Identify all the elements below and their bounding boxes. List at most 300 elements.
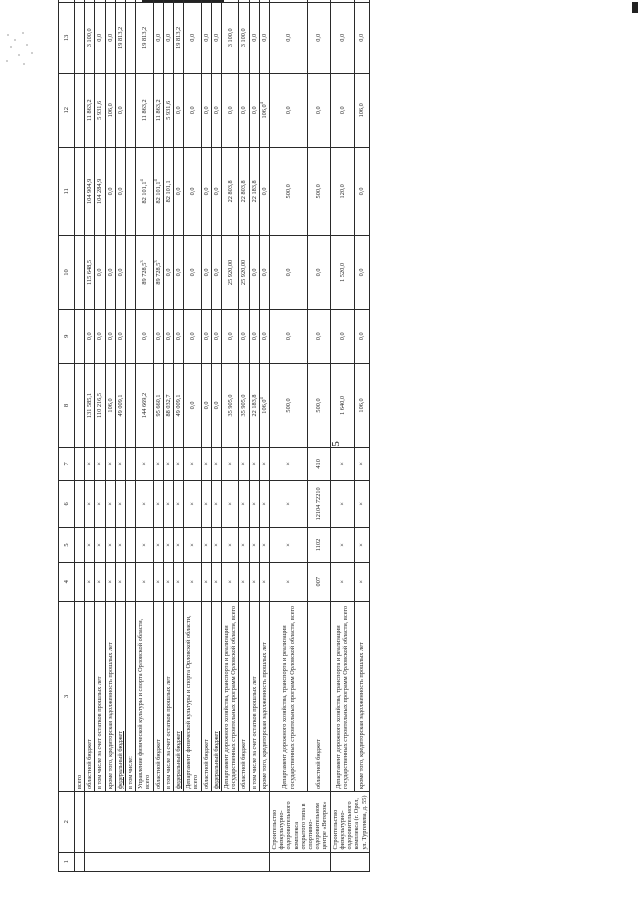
value-cell bbox=[211, 0, 221, 2]
cell-value: 0,0 bbox=[285, 106, 293, 115]
cell-empty bbox=[85, 852, 270, 871]
cell-empty bbox=[75, 528, 85, 563]
cell-value: 0,0 bbox=[212, 187, 220, 196]
cell-value: × bbox=[212, 543, 220, 547]
cell-value: 106,0 bbox=[106, 398, 114, 413]
value-cell bbox=[184, 2, 201, 73]
value-cell bbox=[126, 2, 136, 73]
value-cell bbox=[201, 147, 211, 236]
value-cell bbox=[249, 480, 259, 528]
cell-empty bbox=[75, 363, 85, 447]
column-header: 10 bbox=[59, 236, 75, 310]
budget-table bbox=[58, 0, 370, 872]
value-cell bbox=[308, 0, 330, 2]
value-cell bbox=[211, 363, 221, 447]
cell-value: 0,0 bbox=[315, 332, 323, 341]
scan-noise bbox=[4, 30, 36, 70]
table-row bbox=[259, 0, 269, 872]
value-cell bbox=[174, 2, 184, 73]
cell-empty bbox=[75, 0, 85, 2]
value-cell bbox=[136, 528, 153, 563]
cell-value: 106,0 bbox=[260, 104, 268, 119]
cell-value: × bbox=[175, 543, 183, 547]
cell-value: × bbox=[250, 462, 258, 466]
cell-value: × bbox=[240, 579, 248, 584]
value-cell bbox=[136, 236, 153, 310]
value-cell bbox=[211, 480, 221, 528]
value-cell bbox=[105, 147, 115, 236]
cell-value: 115 648,5 bbox=[86, 259, 94, 285]
value-cell bbox=[95, 74, 105, 148]
column-header: 7 bbox=[59, 448, 75, 480]
cell-value: × bbox=[285, 462, 293, 466]
value-cell bbox=[163, 363, 173, 447]
row-label: областной бюджет bbox=[239, 601, 249, 791]
cell-value: × bbox=[188, 462, 196, 466]
scan-artifact-corner bbox=[632, 2, 638, 13]
column-header: 1 bbox=[59, 852, 75, 871]
value-cell bbox=[184, 480, 201, 528]
cell-value: 106,0 bbox=[358, 103, 366, 118]
row-label: федеральный бюджет bbox=[115, 601, 125, 791]
value-cell bbox=[85, 74, 95, 148]
cell-value: × bbox=[96, 502, 104, 506]
value-cell bbox=[330, 2, 355, 73]
value-cell bbox=[308, 480, 330, 528]
cell-value: × bbox=[212, 579, 220, 584]
value-cell bbox=[355, 448, 369, 480]
value-cell bbox=[239, 480, 249, 528]
value-cell bbox=[270, 74, 308, 148]
value-cell bbox=[222, 363, 239, 447]
value-cell bbox=[308, 562, 330, 601]
cell-value: 11 863,2 bbox=[140, 99, 148, 122]
value-cell bbox=[126, 363, 136, 447]
value-cell bbox=[153, 309, 163, 363]
value-cell bbox=[153, 480, 163, 528]
cell-value: 0,0 bbox=[285, 268, 293, 277]
cell-empty bbox=[75, 792, 85, 853]
cell-value: 007 bbox=[315, 576, 323, 587]
cell-value: 410 bbox=[315, 459, 323, 469]
cell-empty bbox=[75, 480, 85, 528]
value-cell bbox=[163, 74, 173, 148]
cell-value: 0,0 bbox=[175, 268, 183, 277]
value-cell bbox=[184, 448, 201, 480]
value-cell bbox=[126, 448, 136, 480]
value-cell bbox=[184, 0, 201, 2]
cell-value: × bbox=[250, 579, 258, 584]
cell-empty bbox=[75, 2, 85, 73]
value-cell bbox=[136, 0, 153, 2]
value-cell bbox=[222, 0, 239, 2]
value-cell bbox=[308, 528, 330, 563]
cell-value: × bbox=[226, 462, 234, 466]
cell-value: 0,0 bbox=[116, 332, 124, 341]
value-cell bbox=[249, 2, 259, 73]
value-cell bbox=[355, 74, 369, 148]
value-cell bbox=[85, 448, 95, 480]
cell-value: 0,0 bbox=[338, 33, 346, 42]
cell-value: × bbox=[106, 543, 114, 547]
value-cell bbox=[249, 0, 259, 2]
footnote-mark: 4 bbox=[152, 179, 158, 182]
value-cell bbox=[163, 480, 173, 528]
cell-value: 0,0 bbox=[260, 187, 268, 196]
cell-value: 0,0 bbox=[164, 268, 172, 277]
value-cell bbox=[259, 147, 269, 236]
value-cell bbox=[105, 309, 115, 363]
cell-value: × bbox=[116, 462, 124, 466]
cell-value: 0,0 bbox=[285, 332, 293, 341]
cell-value: 0,0 bbox=[116, 106, 124, 115]
column-header: 4 bbox=[59, 562, 75, 601]
column-header: 6 bbox=[59, 480, 75, 528]
value-cell bbox=[239, 309, 249, 363]
cell-value: 25 920,00 bbox=[240, 259, 248, 286]
value-cell bbox=[105, 363, 115, 447]
value-cell bbox=[201, 236, 211, 310]
value-cell bbox=[211, 309, 221, 363]
cell-value: 110 216,5 bbox=[96, 392, 104, 418]
table-row bbox=[126, 0, 136, 872]
column-header: 11 bbox=[59, 147, 75, 236]
value-cell bbox=[184, 528, 201, 563]
value-cell bbox=[201, 448, 211, 480]
row-label: кроме того, кредиторская задолженность прошлых лет bbox=[355, 601, 369, 791]
value-cell bbox=[95, 480, 105, 528]
value-cell bbox=[105, 0, 115, 2]
cell-value: 106,0 bbox=[358, 398, 366, 413]
value-cell bbox=[126, 480, 136, 528]
cell-value: 82 101,1 bbox=[154, 181, 162, 204]
cell-value: 0,0 bbox=[202, 33, 210, 42]
cell-empty bbox=[75, 74, 85, 148]
value-cell bbox=[330, 562, 355, 601]
value-cell bbox=[211, 448, 221, 480]
column-header: 3 bbox=[59, 601, 75, 791]
cell-value: 0,0 bbox=[315, 33, 323, 42]
cell-value: × bbox=[202, 502, 210, 506]
cell-value: 0,0 bbox=[188, 332, 196, 341]
value-cell bbox=[249, 309, 259, 363]
cell-value: 3 100,0 bbox=[240, 28, 248, 48]
cell-value: 0,0 bbox=[358, 187, 366, 196]
row-label: областной бюджет bbox=[153, 601, 163, 791]
value-cell bbox=[355, 309, 369, 363]
cell-value: × bbox=[86, 502, 94, 506]
value-cell bbox=[330, 309, 355, 363]
value-cell bbox=[330, 528, 355, 563]
table-row bbox=[222, 0, 239, 872]
value-cell bbox=[330, 236, 355, 310]
table-row bbox=[239, 0, 249, 872]
row-label: федеральный бюджет bbox=[211, 601, 221, 791]
value-cell bbox=[355, 528, 369, 563]
column-header: 5 bbox=[59, 528, 75, 563]
cell-empty bbox=[75, 236, 85, 310]
row-label: федеральный бюджет bbox=[174, 601, 184, 791]
value-cell bbox=[163, 236, 173, 310]
value-cell bbox=[355, 236, 369, 310]
cell-value: 0,0 bbox=[212, 33, 220, 42]
value-cell bbox=[174, 147, 184, 236]
value-cell bbox=[163, 562, 173, 601]
value-cell bbox=[330, 147, 355, 236]
cell-value: 11 863,2 bbox=[86, 99, 94, 122]
value-cell bbox=[211, 74, 221, 148]
cell-value: 0,0 bbox=[240, 332, 248, 341]
value-cell bbox=[95, 448, 105, 480]
value-cell bbox=[201, 562, 211, 601]
value-cell bbox=[239, 448, 249, 480]
value-cell bbox=[163, 448, 173, 480]
cell-value: × bbox=[260, 579, 268, 584]
value-cell bbox=[259, 309, 269, 363]
cell-value: × bbox=[116, 543, 124, 547]
value-cell bbox=[153, 448, 163, 480]
cell-value: × bbox=[164, 462, 172, 466]
cell-value: 0,0 bbox=[188, 401, 196, 410]
row-label: Департамент дорожного хозяйства, транспорта и реализации государственных строительных программ Орловской области, всего bbox=[222, 601, 239, 791]
cell-value: 120,0 bbox=[338, 184, 346, 199]
cell-empty bbox=[75, 147, 85, 236]
value-cell bbox=[85, 480, 95, 528]
value-cell bbox=[95, 0, 105, 2]
value-cell bbox=[330, 448, 355, 480]
cell-value: 0,0 bbox=[154, 332, 162, 341]
cell-value: 35 905,0 bbox=[226, 394, 234, 417]
value-cell bbox=[259, 0, 269, 2]
value-cell bbox=[201, 528, 211, 563]
value-cell bbox=[239, 236, 249, 310]
value-cell bbox=[270, 562, 308, 601]
cell-value: × bbox=[86, 543, 94, 547]
value-cell bbox=[136, 562, 153, 601]
cell-value: 0,0 bbox=[175, 187, 183, 196]
value-cell bbox=[95, 236, 105, 310]
cell-value: × bbox=[106, 579, 114, 584]
cell-value: 3 100,0 bbox=[86, 28, 94, 48]
row-label: в том числе: bbox=[126, 601, 136, 791]
value-cell bbox=[95, 2, 105, 73]
cell-value: 5 931,6 bbox=[164, 100, 172, 120]
cell-value: 49 009,1 bbox=[116, 394, 124, 417]
cell-value: × bbox=[175, 462, 183, 466]
cell-value: × bbox=[164, 502, 172, 506]
value-cell bbox=[95, 562, 105, 601]
cell-value: 0,0 bbox=[250, 33, 258, 42]
cell-value: 0,0 bbox=[260, 332, 268, 341]
value-cell bbox=[85, 309, 95, 363]
value-cell bbox=[222, 448, 239, 480]
footnote-mark: 3 bbox=[152, 260, 158, 263]
value-cell bbox=[153, 528, 163, 563]
cell-value: × bbox=[154, 502, 162, 506]
value-cell bbox=[330, 363, 355, 447]
value-cell bbox=[105, 562, 115, 601]
cell-value: 0,0 bbox=[116, 187, 124, 196]
value-cell bbox=[174, 74, 184, 148]
cell-value: 0,0 bbox=[175, 332, 183, 341]
value-cell bbox=[136, 363, 153, 447]
table-row bbox=[211, 0, 221, 872]
value-cell bbox=[222, 74, 239, 148]
cell-empty bbox=[330, 852, 369, 871]
object-name bbox=[85, 792, 270, 853]
value-cell bbox=[105, 480, 115, 528]
cell-value: × bbox=[154, 462, 162, 466]
cell-value: × bbox=[285, 502, 293, 506]
value-cell bbox=[126, 0, 136, 2]
cell-empty bbox=[75, 448, 85, 480]
column-header bbox=[59, 0, 75, 2]
value-cell bbox=[163, 309, 173, 363]
cell-value: 0,0 bbox=[358, 332, 366, 341]
cell-value: 104 284,9 bbox=[96, 178, 104, 204]
value-cell bbox=[126, 562, 136, 601]
object-name: Строительство физкультурно-оздоровительного комплекса открытого типа в спортивно-оздоровительном центре «Ветерок» bbox=[270, 792, 331, 853]
row-label: Департамент дорожного хозяйства, транспорта и реализации государственных строительных программ Орловской области, всего bbox=[270, 601, 308, 791]
cell-value: × bbox=[240, 543, 248, 547]
value-cell bbox=[163, 0, 173, 2]
cell-value: 0,0 bbox=[202, 268, 210, 277]
value-cell bbox=[174, 448, 184, 480]
cell-value: × bbox=[202, 462, 210, 466]
cell-value: 0,0 bbox=[260, 33, 268, 42]
cell-value: 0,0 bbox=[188, 187, 196, 196]
value-cell bbox=[115, 528, 125, 563]
cell-value: 500,0 bbox=[315, 184, 323, 199]
value-cell bbox=[85, 236, 95, 310]
cell-value: × bbox=[226, 502, 234, 506]
cell-value: × bbox=[226, 579, 234, 584]
cell-value: × bbox=[260, 543, 268, 547]
value-cell bbox=[201, 0, 211, 2]
cell-value: 0,0 bbox=[260, 268, 268, 277]
value-cell bbox=[222, 236, 239, 310]
cell-value: × bbox=[175, 502, 183, 506]
value-cell bbox=[270, 363, 308, 447]
cell-value: 0,0 bbox=[164, 332, 172, 341]
value-cell bbox=[330, 74, 355, 148]
cell-value: 0,0 bbox=[106, 33, 114, 42]
value-cell bbox=[105, 2, 115, 73]
row-label: Департамент дорожного хозяйства, транспорта и реализации государственных строительных программ Орловской области, всего bbox=[330, 601, 355, 791]
cell-value: 1102 bbox=[315, 538, 323, 552]
value-cell bbox=[126, 236, 136, 310]
value-cell bbox=[355, 480, 369, 528]
value-cell bbox=[85, 363, 95, 447]
cell-value: × bbox=[285, 543, 293, 547]
cell-value: 0,0 bbox=[188, 268, 196, 277]
cell-value: × bbox=[188, 543, 196, 547]
value-cell bbox=[355, 0, 369, 2]
cell-value: × bbox=[96, 579, 104, 584]
cell-value: × bbox=[338, 462, 346, 466]
value-cell bbox=[201, 2, 211, 73]
value-cell bbox=[259, 480, 269, 528]
value-cell bbox=[95, 147, 105, 236]
cell-value: 89 728,5 bbox=[154, 262, 162, 285]
cell-value: 88 032,7 bbox=[164, 394, 172, 417]
value-cell bbox=[239, 528, 249, 563]
cell-empty bbox=[75, 852, 85, 871]
value-cell bbox=[222, 309, 239, 363]
cell-value: × bbox=[338, 543, 346, 547]
cell-empty bbox=[270, 852, 331, 871]
total-label: всего bbox=[75, 601, 85, 791]
value-cell bbox=[201, 74, 211, 148]
value-cell bbox=[222, 562, 239, 601]
value-cell bbox=[115, 74, 125, 148]
value-cell bbox=[211, 528, 221, 563]
value-cell bbox=[249, 147, 259, 236]
value-cell bbox=[355, 562, 369, 601]
cell-value: × bbox=[86, 462, 94, 466]
value-cell bbox=[239, 74, 249, 148]
value-cell bbox=[184, 74, 201, 148]
value-cell bbox=[153, 562, 163, 601]
cell-value: 0,0 bbox=[212, 332, 220, 341]
cell-value: × bbox=[140, 462, 148, 466]
value-cell bbox=[153, 0, 163, 2]
value-cell bbox=[270, 2, 308, 73]
row-label: кроме того, кредиторская задолженность прошлых лет bbox=[259, 601, 269, 791]
value-cell bbox=[330, 0, 355, 2]
table-row bbox=[330, 0, 355, 872]
value-cell bbox=[308, 236, 330, 310]
cell-value: 22 803,8 bbox=[226, 180, 234, 203]
cell-value: 19 813,2 bbox=[116, 26, 124, 49]
value-cell bbox=[184, 236, 201, 310]
cell-value: × bbox=[188, 579, 196, 584]
cell-value: × bbox=[285, 579, 293, 584]
value-cell bbox=[174, 363, 184, 447]
cell-value: × bbox=[358, 462, 366, 466]
row-label: в том числе за счет остатков прошлых лет bbox=[249, 601, 259, 791]
cell-value: × bbox=[154, 579, 162, 584]
value-cell bbox=[270, 0, 308, 2]
cell-value: 22 183,8 bbox=[250, 394, 258, 417]
cell-value: 0,0 bbox=[202, 332, 210, 341]
cell-value: 0,0 bbox=[240, 106, 248, 115]
cell-value: × bbox=[212, 462, 220, 466]
value-cell bbox=[115, 562, 125, 601]
value-cell bbox=[259, 448, 269, 480]
cell-value: 0,0 bbox=[202, 187, 210, 196]
value-cell bbox=[222, 480, 239, 528]
cell-value: × bbox=[154, 543, 162, 547]
row-label: кроме того, кредиторская задолженность прошлых лет bbox=[105, 601, 115, 791]
value-cell bbox=[249, 448, 259, 480]
value-cell bbox=[308, 74, 330, 148]
cell-value: × bbox=[240, 502, 248, 506]
cell-value: 1 640,0 bbox=[338, 396, 346, 415]
cell-value: × bbox=[250, 502, 258, 506]
value-cell bbox=[211, 147, 221, 236]
value-cell bbox=[174, 0, 184, 2]
cell-value: 0,0 bbox=[250, 332, 258, 341]
cell-value: 22 803,8 bbox=[240, 180, 248, 203]
cell-value: 95 660,1 bbox=[154, 394, 162, 417]
cell-value: 5 931,6 bbox=[96, 100, 104, 120]
value-cell bbox=[239, 363, 249, 447]
rotated-table-container bbox=[58, 0, 614, 872]
value-cell bbox=[136, 480, 153, 528]
cell-value: 106,0 bbox=[106, 103, 114, 118]
value-cell bbox=[85, 0, 95, 2]
